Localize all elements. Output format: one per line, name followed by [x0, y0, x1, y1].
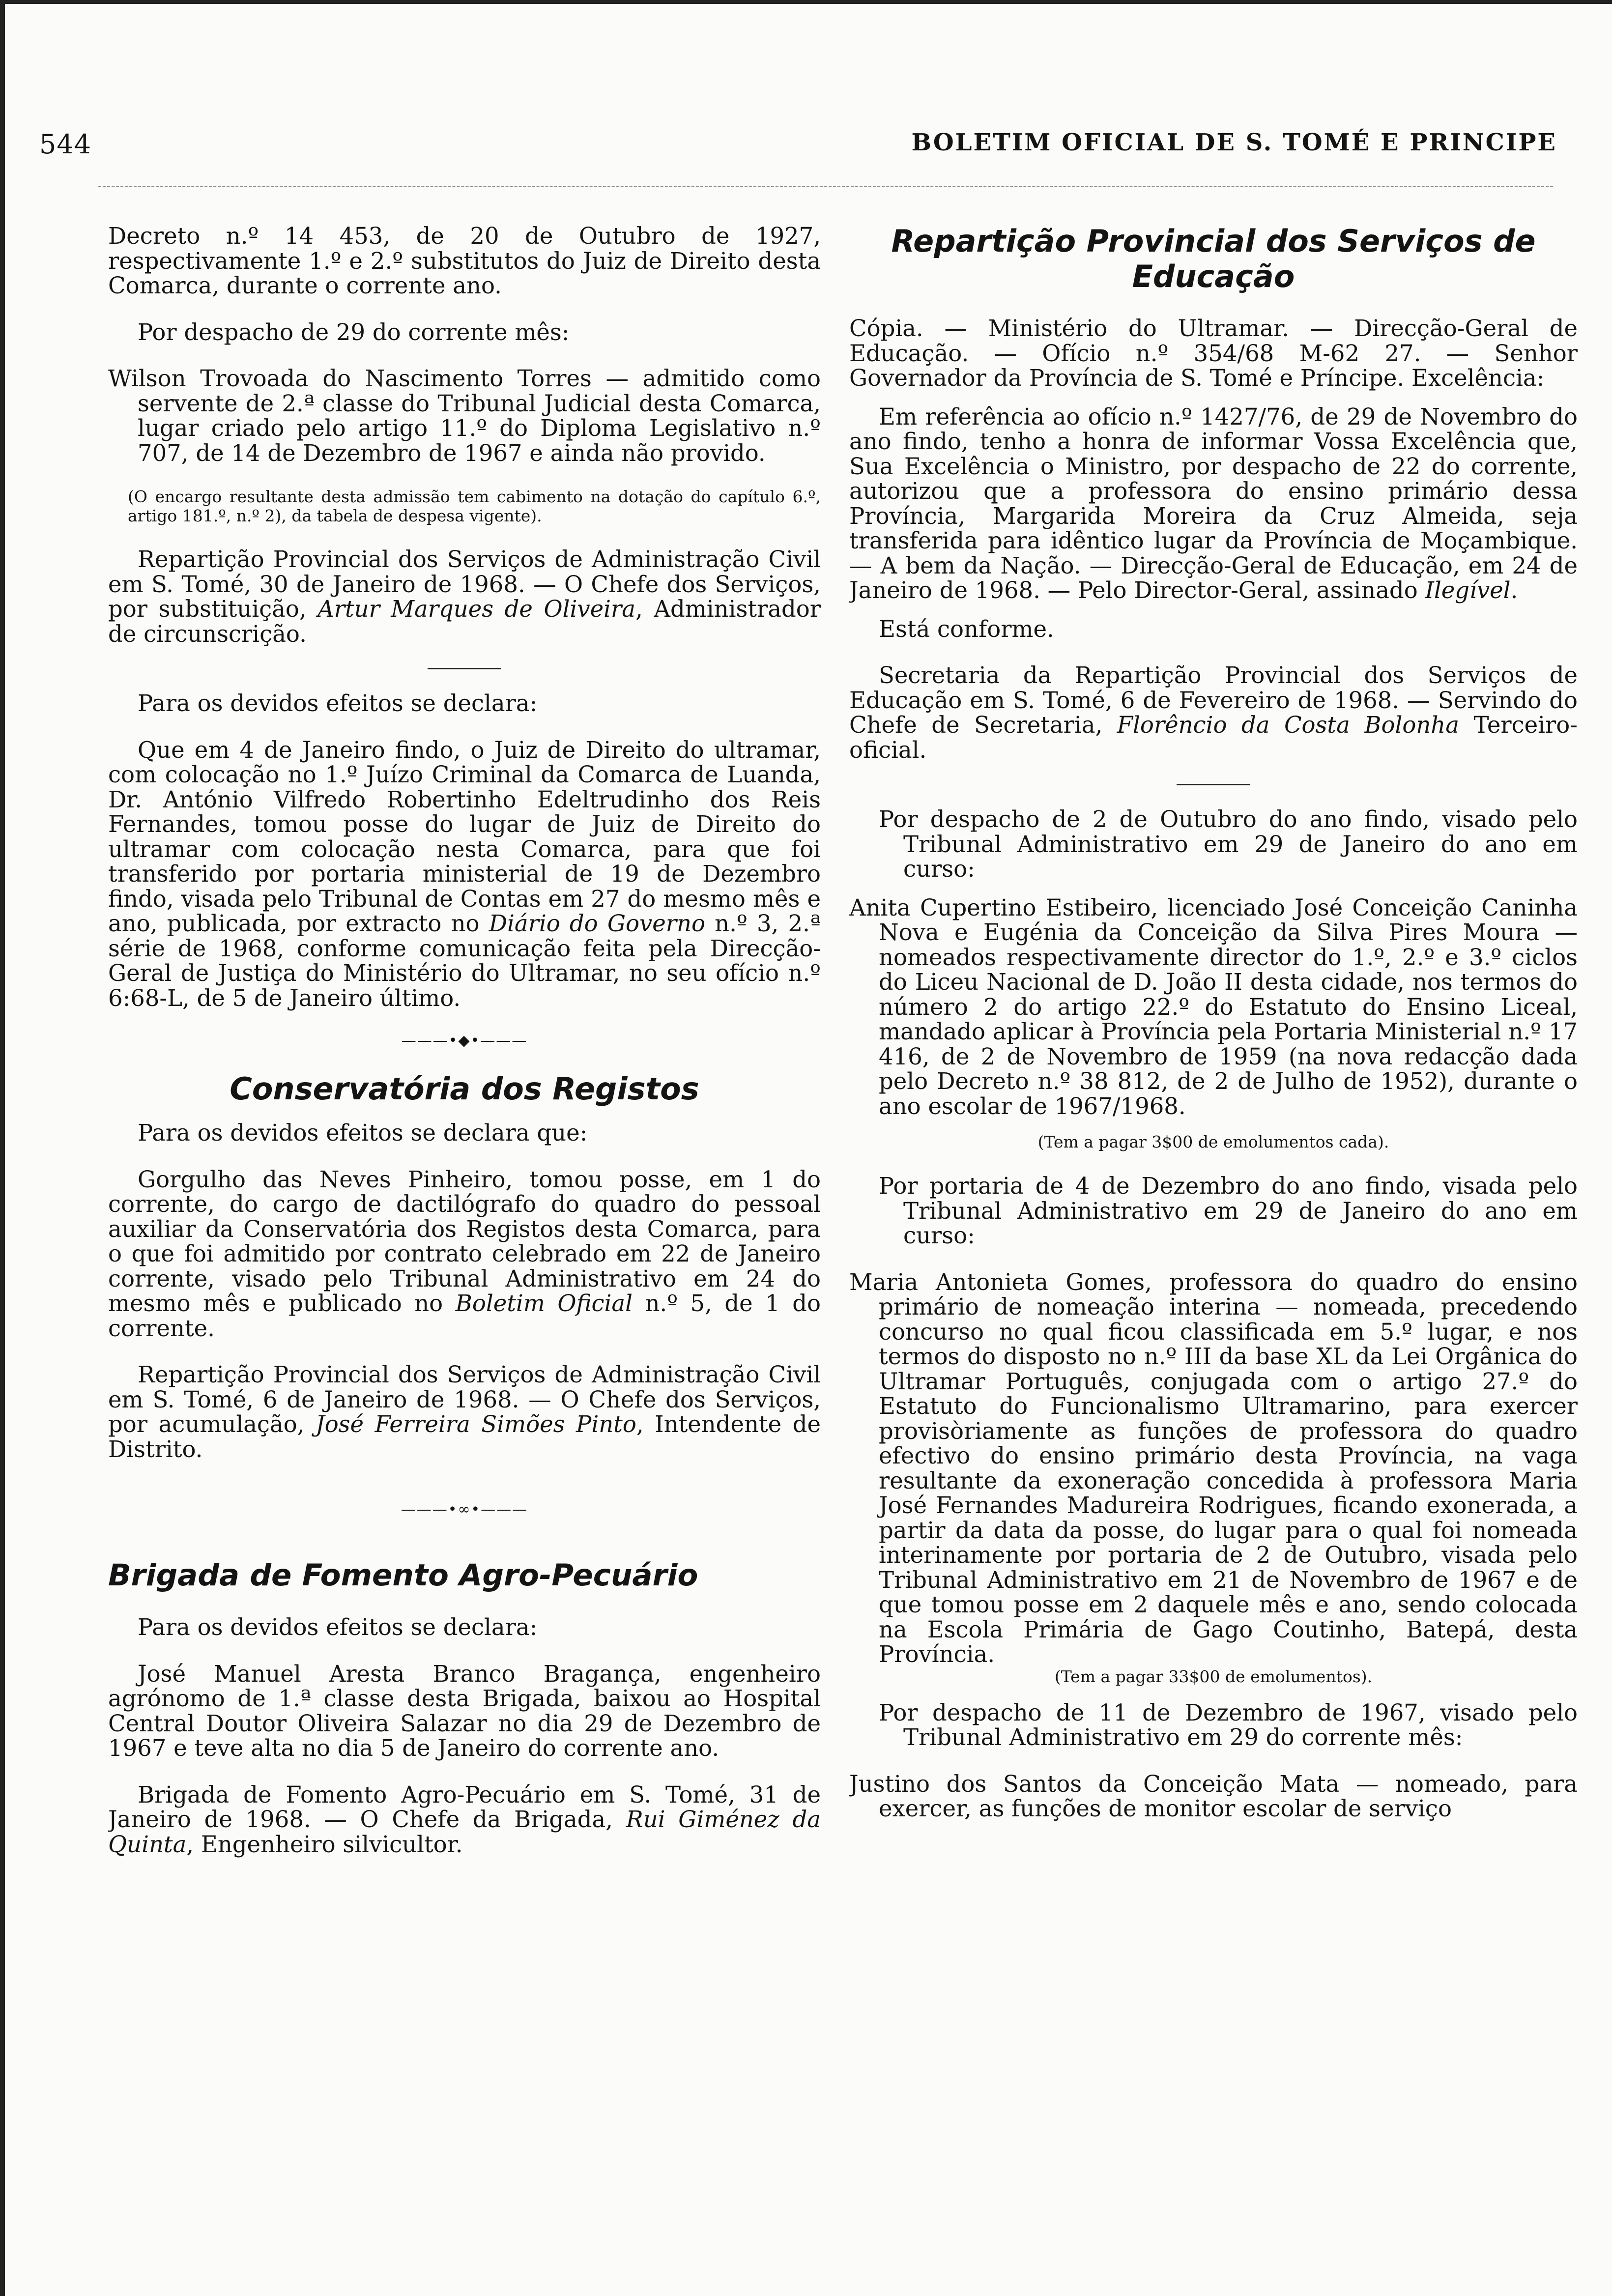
left-column — [108, 224, 821, 2263]
paragraph: Cópia. — Ministério do Ultramar. — Direcção-Geral de Educação. — Ofício n.º 354/68 M-62 27. — Senhor Governador da Província de S. Tomé e Príncipe. Excelência: — [849, 315, 1578, 391]
left-border — [0, 0, 5, 2296]
paragraph: Em referência ao ofício n.º 1427/76, de 29 de Novembro do ano findo, tenho a honra de informar Vossa Excelência que, Sua Excelência o Ministro, por despacho de 22 do corrente, autorizou que a professora do ensino primário dessa Província, Margarida Moreira da Cruz Almeida, seja transferida para idêntico lugar da Província de Moçambique. — A bem da Nação. — Direcção-Geral de Educação, em 24 de Janeiro de 1968. — Pelo Director-Geral, assinado Ilegível. — [849, 403, 1578, 603]
publication-title: BOLETIM OFICIAL DE S. TOMÉ E PRINCIPE — [911, 129, 1557, 156]
paragraph: Por portaria de 4 de Dezembro do ano findo, visada pelo Tribunal Administrativo em 29 de Janeiro do ano em curso: — [879, 1173, 1578, 1249]
paragraph: Decreto n.º 14 453, de 20 de Outubro de 1927, respectivamente 1.º e 2.º substitutos do Juiz de Direito desta Comarca, durante o corrente ano. — [108, 224, 821, 299]
paragraph: Para os devidos efeitos se declara: — [138, 690, 538, 717]
signature-block: Brigada de Fomento Agro-Pecuário em S. Tomé, 31 de Janeiro de 1968. — O Chefe da Brigada, Rui Giménez da Quinta, Engenheiro silvicultor. — [108, 1781, 821, 1858]
top-border — [0, 0, 1612, 4]
ornament-divider: ———•∞•——— — [401, 1501, 528, 1518]
paragraph: Justino dos Santos da Conceição Mata — nomeado, para exercer, as funções de monitor escolar de serviço — [849, 1770, 1578, 1822]
fee-note: (Tem a pagar 3$00 de emolumentos cada). — [1037, 1132, 1389, 1151]
section-title: Conservatória dos Registos — [230, 1071, 699, 1107]
paragraph: Gorgulho das Neves Pinheiro, tomou posse, em 1 do corrente, do cargo de dactilógrafo do quadro do pessoal auxiliar da Conservatória dos Registos desta Comarca, para o que foi admitido por contrato celebrado em 22 de Janeiro corrente, visado pelo Tribunal Administrativo em 24 do mesmo mês e publicado no Boletim Oficial n.º 5, de 1 do corrente. — [108, 1166, 821, 1342]
paragraph: Wilson Trovoada do Nascimento Torres — admitido como servente de 2.ª classe do Tribunal Judicial desta Comarca, lugar criado pelo artigo 11.º do Diploma Legislativo n.º 707, de 14 de Dezembro de 1967 e ainda não provido. — [108, 365, 821, 466]
paragraph: José Manuel Aresta Branco Bragança, engenheiro agrónomo de 1.ª classe desta Brigada, baixou ao Hospital Central Doutor Oliveira Salazar no dia 29 de Dezembro de 1967 e teve alta no dia 5 de Janeiro do corrente ano. — [108, 1660, 821, 1761]
signature-block: Repartição Provincial dos Serviços de Administração Civil em S. Tomé, 30 de Janeiro de 1968. — O Chefe dos Serviços, por substituição, Artur Marques de Oliveira, Administrador de circunscrição. — [108, 546, 821, 647]
fee-note: (Tem a pagar 33$00 de emolumentos). — [1054, 1666, 1373, 1686]
signature-block: Secretaria da Repartição Provincial dos Serviços de Educação em S. Tomé, 6 de Fevereiro de 1968. — Servindo do Chefe de Secretaria, Florêncio da Costa Bolonha Terceiro-oficial. — [849, 662, 1578, 763]
signature-block: Repartição Provincial dos Serviços de Administração Civil em S. Tomé, 6 de Janeiro de 1968. — O Chefe dos Serviços, por acumulação, José Ferreira Simões Pinto, Intendente de Distrito. — [108, 1361, 821, 1463]
paragraph: Por despacho de 2 de Outubro do ano findo, visado pelo Tribunal Administrativo em 29 de Janeiro do ano em curso: — [879, 806, 1578, 882]
paragraph: Está conforme. — [879, 615, 1054, 642]
paragraph: Anita Cupertino Estibeiro, licenciado José Conceição Caninha Nova e Eugénia da Conceição da Silva Pires Moura — nomeados respectivamente director do 1.º, 2.º e 3.º ciclos do Liceu Nacional de D. João II desta cidade, nos termos do número 2 do artigo 22.º do Estatuto do Ensino Liceal, mandado aplicar à Província pela Portaria Ministerial n.º 17 416, de 2 de Novembro de 1959 (na nova redacção dada pelo Decreto n.º 38 812, de 2 de Julho de 1952), durante o ano escolar de 1967/1968. — [849, 894, 1578, 1119]
paragraph: Que em 4 de Janeiro findo, o Juiz de Direito do ultramar, com colocação no 1.º Juízo Criminal da Comarca de Luanda, Dr. António Vilfredo Robertinho Edeltrudinho dos Reis Fernandes, tomou posse do lugar de Juiz de Direito do ultramar com colocação nesta Comarca, para que foi transferido por portaria ministerial de 19 de Dezembro findo, visada pelo Tribunal de Contas em 27 do mesmo mês e ano, publicada, por extracto no Diário do Governo n.º 3, 2.ª série de 1968, conforme comunicação feita pela Direcção-Geral de Justiça do Ministério do Ultramar, no seu ofício n.º 6:68-L, de 5 de Janeiro último. — [108, 736, 821, 1011]
right-column — [849, 224, 1578, 2263]
paragraph: Maria Antonieta Gomes, professora do quadro do ensino primário de nomeação interina — nomeada, precedendo concurso no qual ficou classificada em 5.º lugar, e nos termos do disposto no n.º III da base XL da Lei Orgânica do Ultramar Português, conjugada com o artigo 27.º do Estatuto do Funcionalismo Ultramarino, para exercer provisòriamente as funções de professora do quadro efectivo do ensino primário desta Província, na vaga resultante da exoneração concedida à professora Maria José Fernandes Madureira Rodrigues, ficando exonerada, a partir da data da posse, do lugar para o qual foi nomeada interinamente por portaria de 2 de Outubro, visada pelo Tribunal Administrativo em 21 de Novembro de 1967 e de que tomou posse em 2 daquele mês e ano, sendo colocada na Escola Primária de Gago Coutinho, Batepá, desta Província. — [849, 1268, 1578, 1667]
page-number: 544 — [39, 129, 92, 160]
paragraph: Para os devidos efeitos se declara: — [138, 1614, 538, 1640]
header-divider — [98, 186, 1553, 187]
ornament-divider: ———•◆•——— — [401, 1032, 528, 1049]
paragraph: Por despacho de 29 do corrente mês: — [138, 318, 570, 345]
paragraph: Por despacho de 11 de Dezembro de 1967, visado pelo Tribunal Administrativo em 29 do corrente mês: — [879, 1699, 1578, 1751]
paragraph: Para os devidos efeitos se declara que: — [138, 1119, 588, 1146]
section-title: Brigada de Fomento Agro-Pecuário — [108, 1558, 698, 1593]
fee-note: (O encargo resultante desta admissão tem cabimento na dotação do capítulo 6.º, artigo 181.º, n.º 2), da tabela de despesa vigente). — [128, 487, 821, 525]
section-title: Repartição Provincial dos Serviços de Educação — [891, 224, 1536, 294]
